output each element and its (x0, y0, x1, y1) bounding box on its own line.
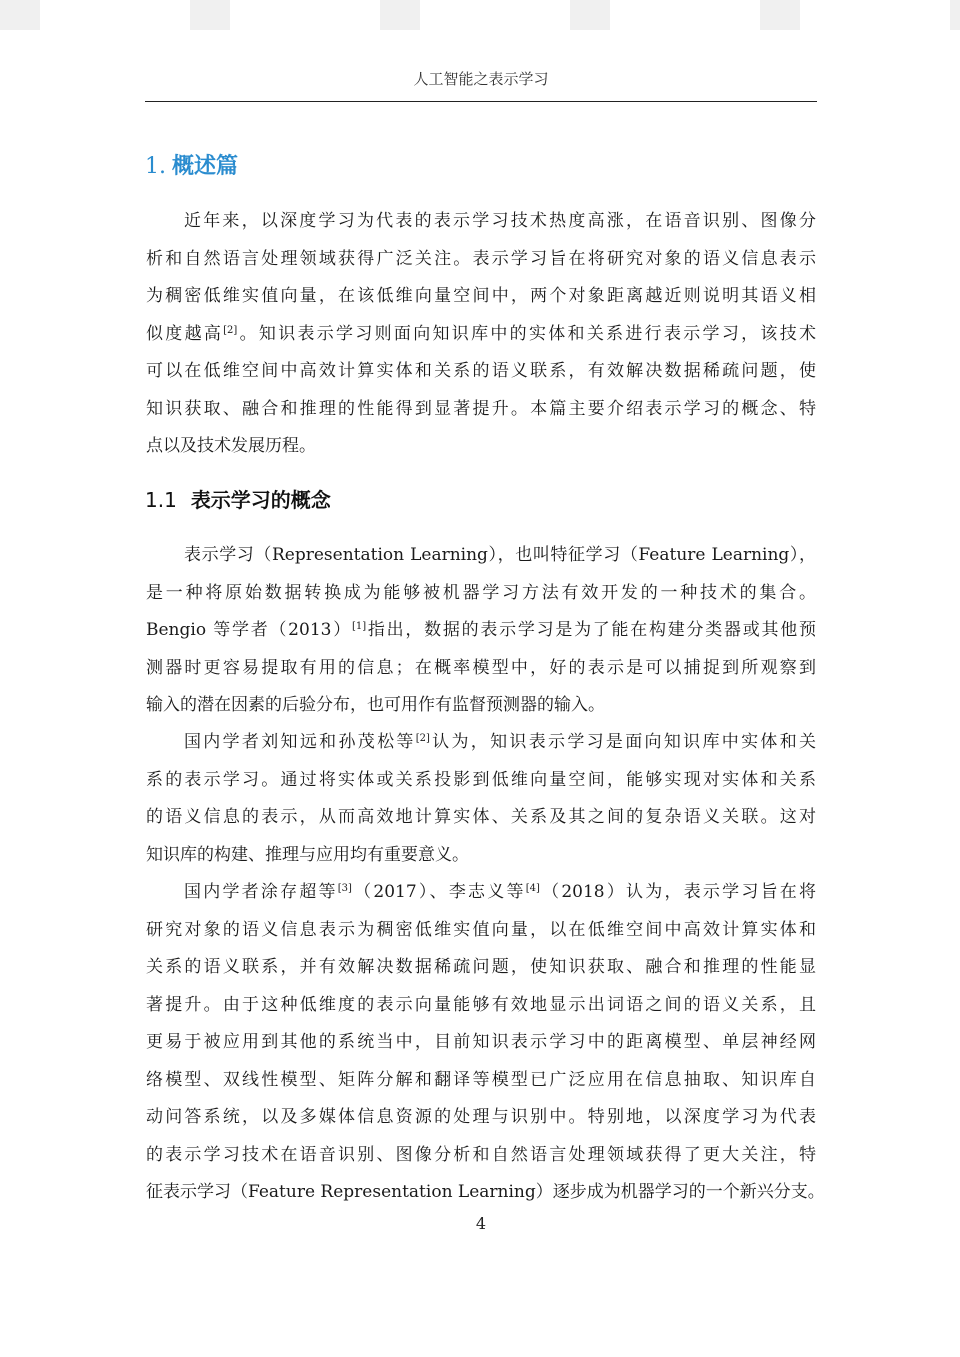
text-line: 著提升。由于这种低维度的表示向量能够有效地显示出词语之间的语义关系，且 (146, 994, 816, 1015)
section-number: 1. (145, 154, 166, 179)
text-line: 的语义信息的表示，从而高效地计算实体、关系及其之间的复杂语义关联。这对 (146, 807, 816, 827)
text-line: 表示学习（Representation Learning），也叫特征学习（Feature Learning）， (184, 545, 816, 565)
section-heading-1 (145, 152, 238, 182)
paragraph-concept-1 (146, 537, 816, 725)
text-segment: 指出，数据的表示学习是为了能在构建分类器或其他预 (366, 620, 817, 640)
citation-marker: [4] (525, 883, 540, 894)
text-line (146, 316, 816, 354)
text-line: 可以在低维空间中高效计算实体和关系的语义联系，有效解决数据稀疏问题，使 (146, 361, 816, 381)
text-line (146, 612, 816, 650)
text-line: 关系的语义联系，并有效解决数据稀疏问题，使知识获取、融合和推理的性能显 (146, 957, 816, 977)
text-segment: 。知识表示学习则面向知识库中的实体和关系进行表示学习，该技术 (237, 323, 816, 344)
text-segment: 国内学者刘知远和孙茂松等 (184, 732, 416, 752)
page-number: 4 (475, 1214, 487, 1233)
text-line: 的表示学习技术在语音识别、图像分析和自然语言处理领域获得了更大关注，特 (146, 1144, 816, 1165)
text-segment: 国内学者涂存超等 (184, 882, 338, 902)
text-line: 测器时更容易提取有用的信息；在概率模型中，好的表示是可以捕捉到所观察到 (146, 657, 816, 678)
text-line: 更易于被应用到其他的系统当中，目前知识表示学习中的距离模型、单层神经网 (146, 1032, 816, 1052)
watermark (0, 0, 960, 30)
paragraph-concept-2 (146, 724, 816, 874)
citation-marker: [2] (415, 733, 430, 744)
text-line: 点以及技术发展历程。 (146, 436, 316, 456)
text-line: 为稠密低维实值向量，在该低维向量空间中，两个对象距离越近则说明其语义相 (146, 286, 816, 306)
text-segment: 似度越高 (146, 323, 224, 344)
text-line: 系的表示学习。通过将实体或关系投影到低维向量空间，能够实现对实体和关系 (146, 769, 816, 790)
text-line: 知识库的构建、推理与应用均有重要意义。 (146, 844, 469, 865)
section-title: 概述篇 (172, 154, 239, 179)
text-line: 是一种将原始数据转换成为能够被机器学习方法有效开发的一种技术的集合。 (146, 582, 816, 603)
text-line (146, 724, 816, 762)
text-line (146, 874, 816, 912)
text-line: 近年来，以深度学习为代表的表示学习技术热度高涨，在语音识别、图像分 (184, 211, 816, 231)
section-heading-1-1 (145, 486, 331, 514)
text-line: 动问答系统，以及多媒体信息资源的处理与识别中。特别地，以深度学习为代表 (146, 1107, 816, 1127)
text-line: 研究对象的语义信息表示为稠密低维实值向量，以在低维空间中高效计算实体和 (146, 919, 816, 940)
citation-marker: [2] (223, 324, 238, 336)
text-line: 知识获取、融合和推理的性能得到显著提升。本篇主要介绍表示学习的概念、特 (146, 398, 816, 419)
text-line: 络模型、双线性模型、矩阵分解和翻译等模型已广泛应用在信息抽取、知识库自 (146, 1069, 816, 1090)
text-segment: 认为，知识表示学习是面向知识库中实体和关 (429, 732, 817, 752)
text-line: 输入的潜在因素的后验分布，也可用作有监督预测器的输入。 (146, 695, 605, 715)
text-line: 析和自然语言处理领域获得广泛关注。表示学习旨在将研究对象的语义信息表示 (146, 248, 816, 269)
text-line: 征表示学习（Feature Representation Learning）逐步成为机器学习的一个新兴分支。 (146, 1182, 825, 1202)
running-header: 人工智能之表示学习 (413, 70, 549, 88)
subsection-number: 1.1 (145, 488, 177, 512)
text-segment: （2018）认为，表示学习旨在将 (539, 882, 817, 902)
text-segment: （2017）、李志义等 (351, 882, 526, 902)
citation-marker: [3] (337, 883, 352, 894)
citation-marker: [1] (351, 621, 367, 632)
subsection-title: 表示学习的概念 (190, 488, 331, 512)
header-rule (145, 101, 817, 102)
paragraph-overview (146, 203, 816, 466)
paragraph-concept-3 (146, 874, 825, 1212)
text-segment: Bengio 等学者（2013） (146, 620, 352, 640)
